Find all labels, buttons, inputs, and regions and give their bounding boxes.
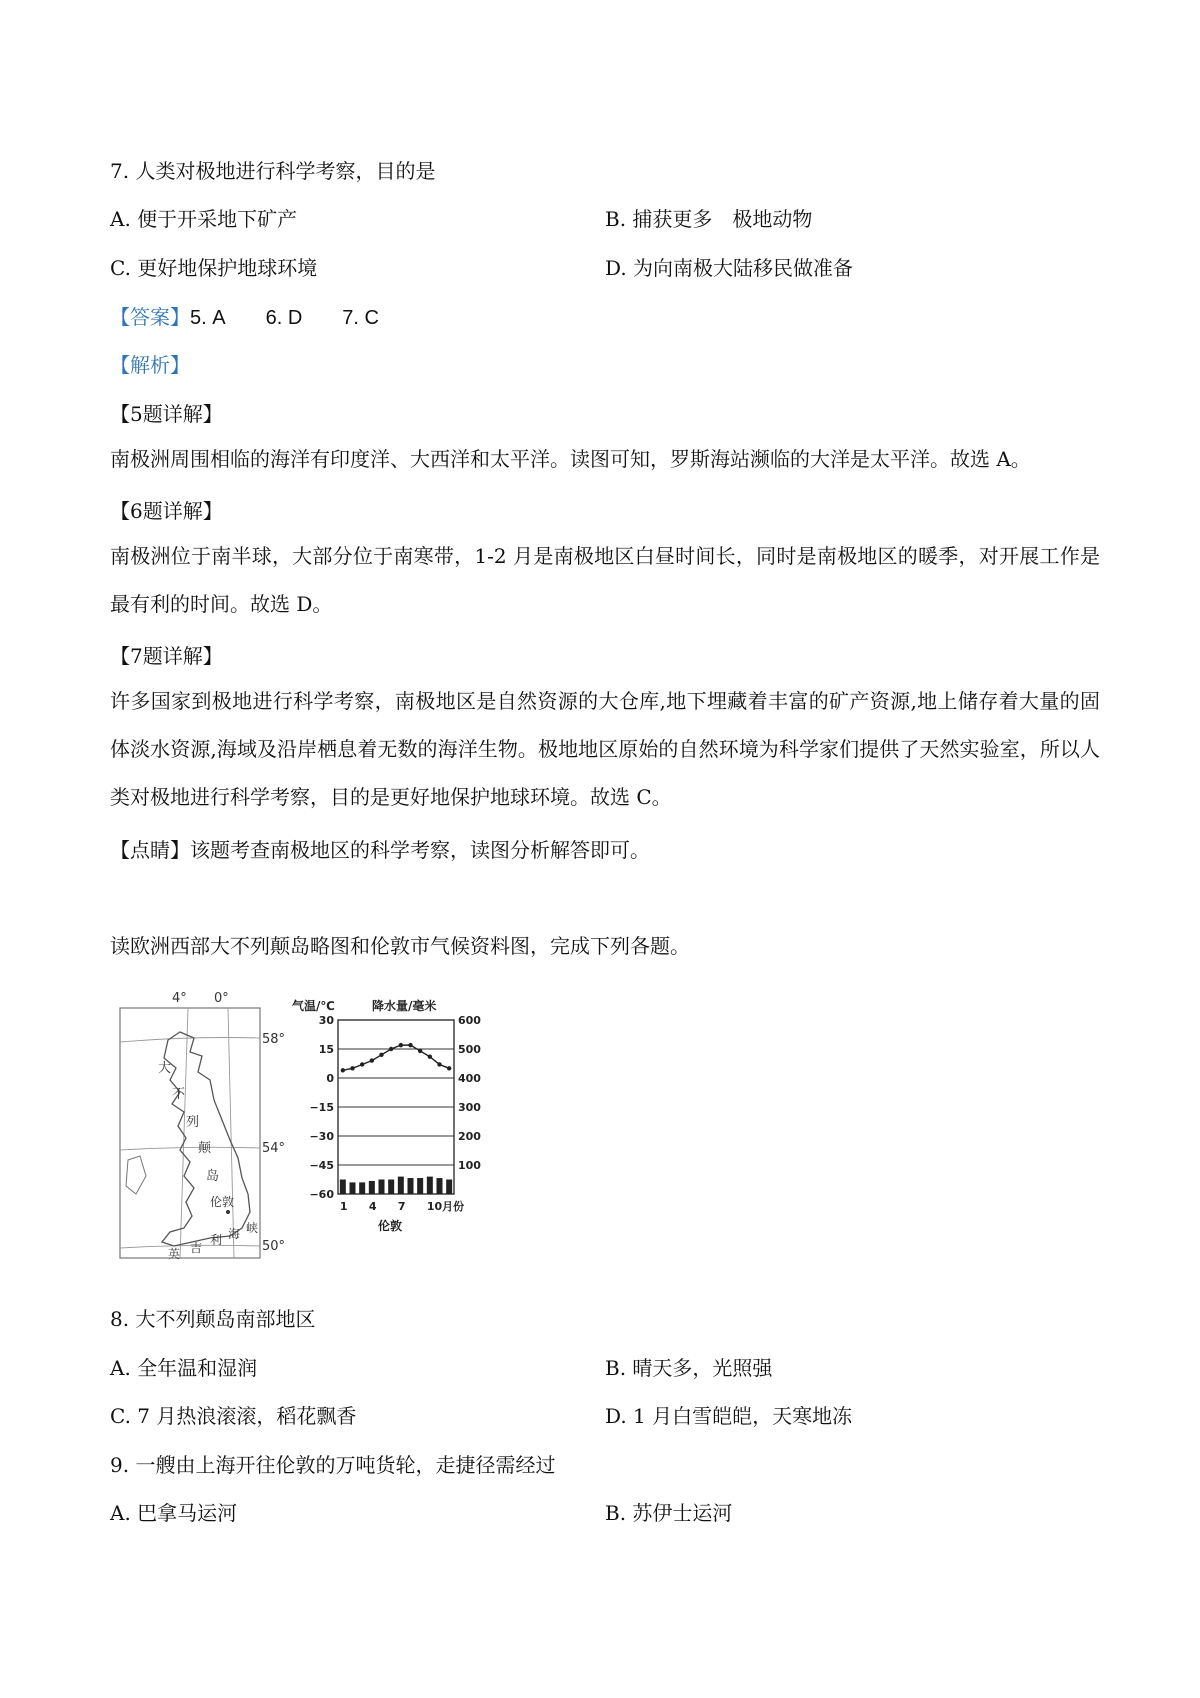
lat-label-58: 58° bbox=[262, 1032, 286, 1047]
answer-line bbox=[110, 301, 379, 330]
precip-bar bbox=[417, 1178, 423, 1194]
precip-bar bbox=[388, 1180, 394, 1195]
q8-stem: 8. 大不列颠岛南部地区 bbox=[110, 1307, 316, 1331]
precip-bar bbox=[427, 1177, 433, 1194]
q7-stem: 7. 人类对极地进行科学考察，目的是 bbox=[110, 159, 436, 183]
chart-x-tick-labels bbox=[340, 1199, 464, 1213]
temp-point bbox=[418, 1049, 422, 1053]
y-right-tick-label: 100 bbox=[458, 1159, 481, 1172]
precip-bar bbox=[369, 1181, 375, 1194]
climate-chart bbox=[292, 998, 481, 1233]
precip-bar bbox=[446, 1180, 452, 1195]
detail-7-text: 许多国家到极地进行科学考察，南极地区是自然资源的大仓库,地下埋藏着丰富的矿产资源,地上储存着大量的固体淡水资源,海域及沿岸栖息着无数的海洋生物。极地地区原始的自然环境为科学家们提供了天然实验室，所以人类对极地进行科学考察，目的是更好地保护地球环境。故选 C。 bbox=[110, 689, 1100, 809]
q8-option-c: C. 7 月热浪滚滚，稻花飘香 bbox=[110, 1404, 357, 1428]
q7-option-c: C. 更好地保护地球环境 bbox=[110, 256, 318, 280]
chart-left-tick-labels bbox=[309, 1014, 334, 1201]
precipitation-bars bbox=[340, 1177, 452, 1194]
y-right-tick-label: 300 bbox=[458, 1101, 481, 1114]
temp-point bbox=[408, 1043, 412, 1047]
temp-point bbox=[350, 1066, 354, 1070]
q8-option-a: A. 全年温和湿润 bbox=[110, 1356, 258, 1380]
q8-option-d: D. 1 月白雪皑皑，天寒地冻 bbox=[605, 1404, 853, 1428]
precip-bar bbox=[379, 1180, 385, 1195]
y-left-tick-label: −45 bbox=[309, 1159, 334, 1172]
chart-gridlines bbox=[338, 1049, 454, 1165]
temp-point bbox=[399, 1043, 403, 1047]
lat-line-58 bbox=[120, 1038, 260, 1043]
q7-option-b: B. 捕获更多 极地动物 bbox=[605, 207, 813, 231]
map-char-lie: 列 bbox=[186, 1115, 200, 1130]
q9-option-a: A. 巴拿马运河 bbox=[110, 1501, 238, 1525]
x-tick-label: 1 bbox=[339, 1200, 348, 1213]
section-intro: 读欧洲西部大不列颠岛略图和伦敦市气候资料图，完成下列各题。 bbox=[110, 934, 690, 958]
analysis-label: 【解析】 bbox=[110, 353, 190, 377]
figure-map-and-climate bbox=[110, 980, 500, 1280]
y-left-tick-label: −15 bbox=[309, 1101, 334, 1114]
chart-caption: 伦敦 bbox=[378, 1219, 403, 1233]
x-tick-label: 4 bbox=[368, 1200, 377, 1213]
y-right-tick-label: 400 bbox=[458, 1072, 481, 1085]
london-dot bbox=[226, 1210, 230, 1214]
y-left-tick-label: 30 bbox=[318, 1014, 334, 1027]
q7-option-a: A. 便于开采地下矿产 bbox=[110, 207, 298, 231]
ireland-outline bbox=[126, 1156, 146, 1194]
temperature-line bbox=[341, 1043, 452, 1073]
precip-bar bbox=[408, 1178, 414, 1194]
temp-point bbox=[447, 1066, 451, 1070]
y-left-axis-label: 气温/℃ bbox=[292, 999, 335, 1013]
precip-bar bbox=[437, 1178, 443, 1194]
detail-5-text: 南极洲周围相临的海洋有印度洋、大西洋和太平洋。读图可知，罗斯海站濒临的大洋是太平洋。故选 A。 bbox=[110, 447, 1031, 471]
detail-6-text: 南极洲位于南半球，大部分位于南寒带，1-2 月是南极地区白昼时间长，同时是南极地区的暖季，对开展工作是最有利的时间。故选 D。 bbox=[110, 544, 1100, 616]
answer-5: 5. A bbox=[190, 307, 226, 329]
figure-svg bbox=[110, 980, 500, 1280]
map-frame bbox=[120, 1008, 260, 1258]
q9-option-b: B. 苏伊士运河 bbox=[605, 1501, 733, 1525]
detail-5-title: 【5题详解】 bbox=[110, 402, 223, 426]
precip-bar bbox=[359, 1182, 365, 1194]
q9-stem: 9. 一艘由上海开往伦敦的万吨货轮，走捷径需经过 bbox=[110, 1453, 556, 1477]
q7-option-d: D. 为向南极大陆移民做准备 bbox=[605, 256, 854, 280]
y-right-tick-label: 500 bbox=[458, 1043, 481, 1056]
temp-point bbox=[437, 1062, 441, 1066]
detail-7-title: 【7题详解】 bbox=[110, 644, 223, 668]
y-right-axis-label: 降水量/毫米 bbox=[372, 999, 437, 1013]
y-right-tick-label: 600 bbox=[458, 1014, 481, 1027]
britain-map bbox=[120, 991, 285, 1261]
map-char-da: 大 bbox=[158, 1061, 172, 1076]
temp-point bbox=[370, 1058, 374, 1062]
map-char-xia: 峡 bbox=[246, 1221, 259, 1235]
x-tick-label: 7 bbox=[397, 1200, 406, 1213]
precip-bar bbox=[398, 1177, 404, 1194]
comment-line: 【点睛】该题考查南极地区的科学考察，读图分析解答即可。 bbox=[110, 838, 650, 862]
island-outline bbox=[162, 1032, 250, 1246]
y-right-tick-label: 200 bbox=[458, 1130, 481, 1143]
temp-point bbox=[341, 1068, 345, 1072]
q8-option-b: B. 晴天多，光照强 bbox=[605, 1356, 773, 1380]
map-char-ji: 吉 bbox=[190, 1241, 203, 1255]
answer-7: 7. C bbox=[342, 307, 379, 329]
temp-point bbox=[389, 1047, 393, 1051]
map-char-dian: 颠 bbox=[198, 1141, 212, 1156]
chart-right-tick-labels bbox=[458, 1014, 481, 1172]
y-left-tick-label: 0 bbox=[326, 1072, 334, 1085]
lon-label-4: 4° bbox=[172, 991, 187, 1006]
lon-line-0 bbox=[228, 1008, 234, 1258]
map-char-hai: 海 bbox=[228, 1227, 241, 1241]
lat-line-54 bbox=[120, 1147, 260, 1150]
map-label-london: 伦敦 bbox=[210, 1195, 235, 1209]
y-left-tick-label: −30 bbox=[309, 1130, 334, 1143]
lat-label-50: 50° bbox=[262, 1239, 286, 1254]
temp-point bbox=[428, 1055, 432, 1059]
temp-point bbox=[379, 1053, 383, 1057]
map-char-ying: 英 bbox=[168, 1247, 181, 1261]
detail-6-title: 【6题详解】 bbox=[110, 499, 223, 523]
precip-bar bbox=[350, 1182, 356, 1194]
lon-label-0: 0° bbox=[214, 991, 229, 1006]
lat-label-54: 54° bbox=[262, 1141, 286, 1156]
map-char-dao: 岛 bbox=[206, 1169, 220, 1184]
y-left-tick-label: −60 bbox=[309, 1188, 334, 1201]
map-char-bu: 不 bbox=[172, 1087, 186, 1102]
answer-6: 6. D bbox=[265, 307, 303, 329]
lon-line-4 bbox=[180, 1008, 188, 1258]
temp-point bbox=[360, 1062, 364, 1066]
map-char-li: 利 bbox=[210, 1233, 223, 1247]
y-left-tick-label: 15 bbox=[318, 1043, 334, 1056]
x-tick-label: 10月份 bbox=[426, 1200, 465, 1213]
answer-label: 【答案】 bbox=[110, 305, 190, 329]
precip-bar bbox=[340, 1180, 346, 1195]
